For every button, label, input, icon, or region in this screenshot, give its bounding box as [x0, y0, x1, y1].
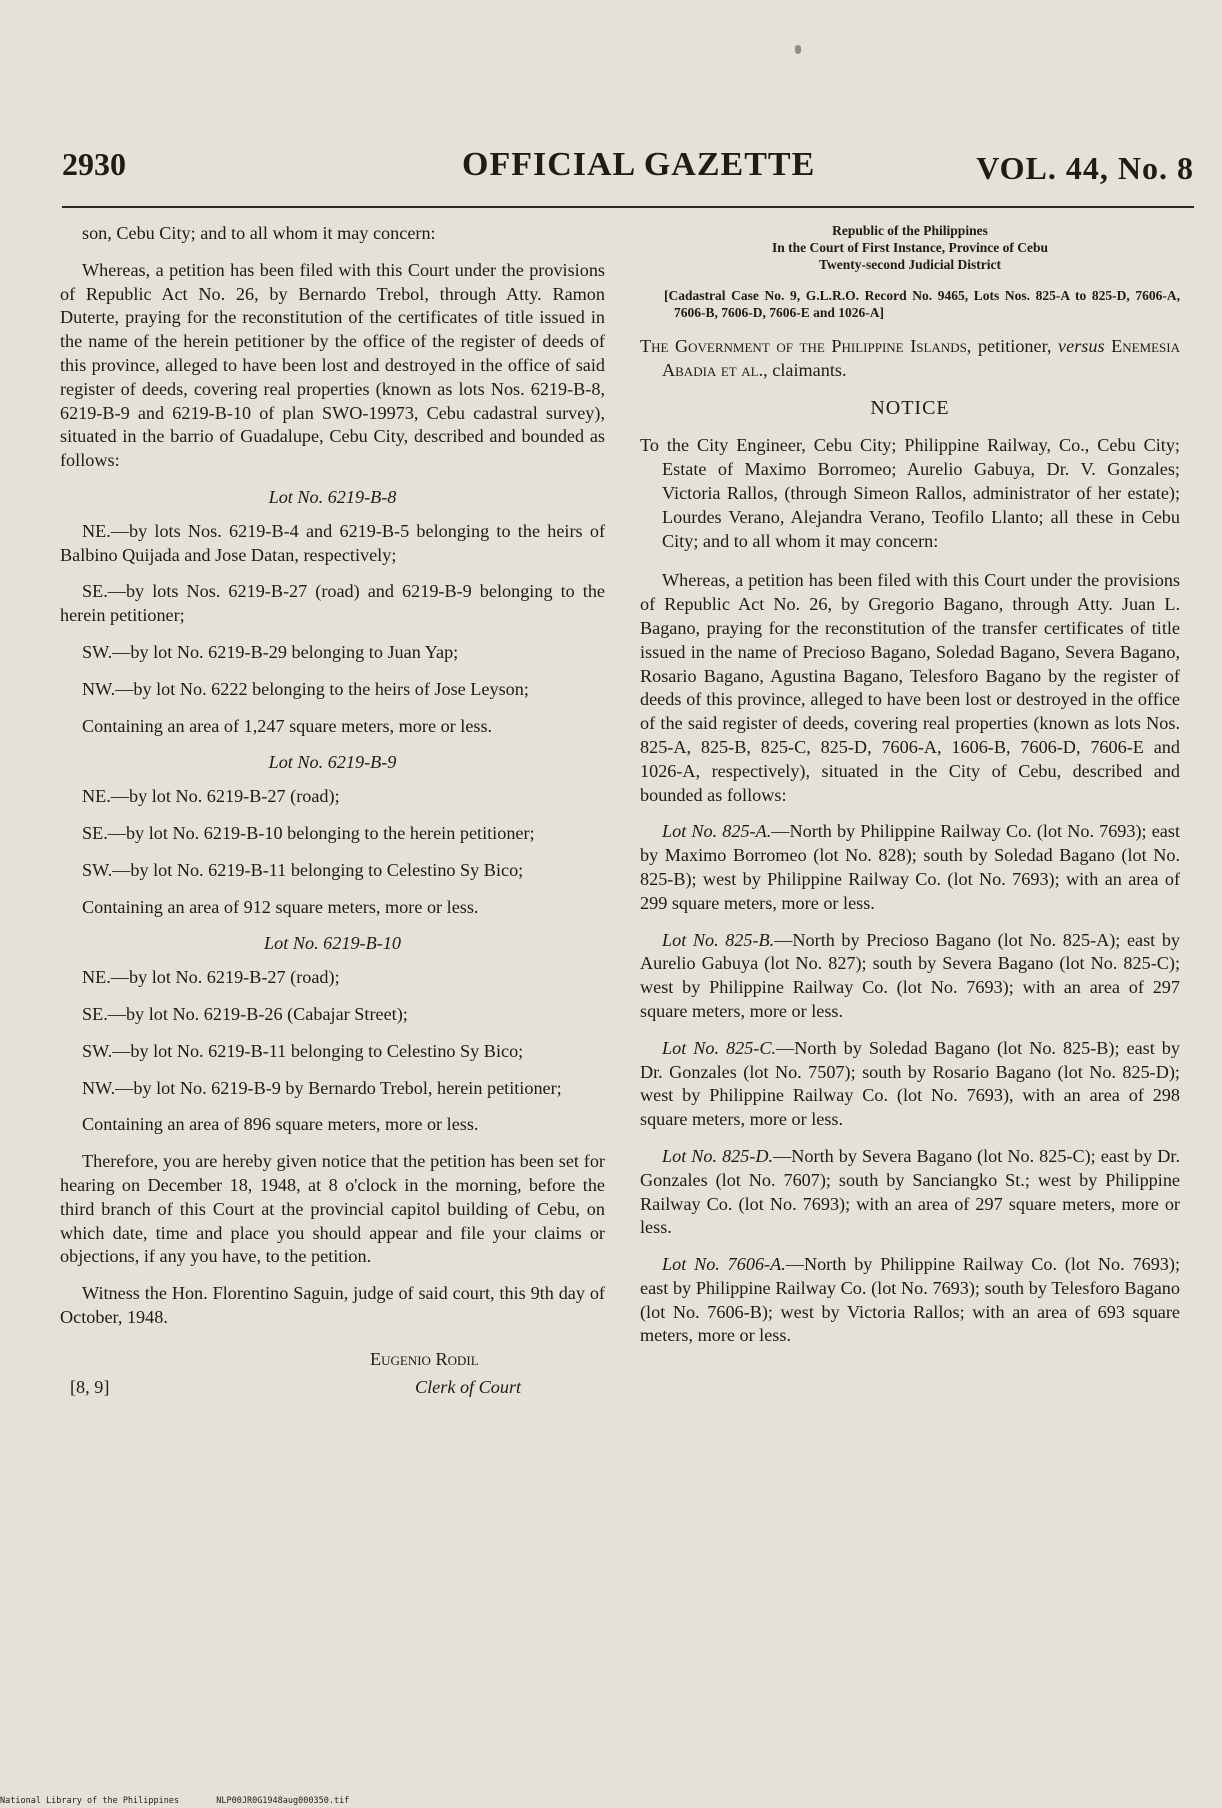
addressees-paragraph: To the City Engineer, Cebu City; Philippine Railway, Co., Cebu City; Estate of Maximo Borromeo; Aurelio Gabuya, Dr. V. Gonzales; Victoria Rallos, (through Simeon Rallos, administrator of her estate); Lourdes Verano, Alejandra Verano, Teofilo Llanto; all these in Cebu City; and to all whom it may concern: [640, 435, 1180, 551]
signer-name: Eugenio Rodil [370, 1348, 479, 1369]
boundary-line: SW.—by lot No. 6219-B-11 belonging to Celestino Sy Bico; [82, 1040, 524, 1061]
lot-description: —North by Philippine Railway Co. (lot No. 7693); east by Maximo Borromeo (lot No. 828); south by Soledad Bagano (lot No. 825-B); west by Philippine Railway Co. (lot No. 7693); with an area of 299 square meters, more or less. [640, 821, 1180, 913]
versus-label: versus [1058, 336, 1105, 356]
file-name: NLP00JR0G1948aug000350.tif [216, 1796, 350, 1806]
lot-title: Lot No. 825-D. [662, 1145, 774, 1166]
area-line: Containing an area of 1,247 square meters, more or less. [82, 715, 493, 736]
boundary-line: SW.—by lot No. 6219-B-11 belonging to Celestino Sy Bico; [82, 859, 524, 880]
boundary-line: SE.—by lot No. 6219-B-10 belonging to the herein petitioner; [82, 822, 535, 843]
boundary-line: SE.—by lot No. 6219-B-26 (Cabajar Street); [82, 1003, 408, 1024]
witness-paragraph: Witness the Hon. Florentino Saguin, judge of said court, this 9th day of October, 1948. [60, 1283, 605, 1327]
lot-title: Lot No. 7606-A. [662, 1254, 786, 1275]
lot-paragraph [640, 929, 1180, 1024]
boundary-line: NE.—by lot No. 6219-B-27 (road); [82, 967, 340, 988]
boundary-line: SW.—by lot No. 6219-B-29 belonging to Juan Yap; [82, 641, 459, 662]
lot-description: —North by Philippine Railway Co. (lot No. 7693); east by Philippine Railway Co. (lot No. 7693); south by Telesforo Bagano (lot No. 7606-B); west by Victoria Rallos; with an area of 693 square meters, more or less. [640, 1254, 1180, 1346]
case-caption: [Cadastral Case No. 9, G.L.R.O. Record No. 9465, Lots Nos. 825-A to 825-D, 7606-A, 7606-B, 7606-D, 7606-E and 1026-A] [664, 288, 1180, 320]
lot-heading: Lot No. 6219-B-8 [268, 486, 397, 507]
court-line: Republic of the Philippines [832, 223, 988, 238]
left-column [60, 222, 605, 1408]
intro-paragraph: son, Cebu City; and to all whom it may concern: [82, 223, 436, 243]
lot-paragraph [640, 820, 1180, 915]
signature-block [60, 1348, 605, 1408]
court-caption [640, 222, 1180, 273]
lot-description: —North by Severa Bagano (lot No. 825-C); east by Dr. Gonzales (lot No. 7607); south by Sanciangko St.; west by Philippine Railway Co. (lot No. 7693); with an area of 297 square meters, more or less. [640, 1145, 1180, 1238]
scan-speck [795, 45, 801, 54]
lot-heading: Lot No. 6219-B-10 [264, 933, 401, 954]
right-column [640, 222, 1180, 1361]
claimant-name: Enemesia Abadia et al., [662, 336, 1180, 380]
whereas-paragraph: Whereas, a petition has been filed with this Court under the provisions of Republic Act No. 26, by Gregorio Bagano, through Atty. Juan L. Bagano, praying for the reconstitution of the transfer certificates of title issued in the name of Precioso Bagano, Soledad Bagano, Severa Bagano, Rosario Bagano, Agustina Bagano, Telesforo Bagano by the register of deeds of this province, alleged to have been lost or destroyed in the office of the said register of deeds, covering real properties (known as lots Nos. 825-A, 825-B, 825-C, 825-D, 7606-A, 1606-B, 7606-D, 7606-E and 1026-A, respectively), situated in the City of Cebu, described and bounded as follows: [640, 570, 1180, 805]
lot-title: Lot No. 825-A. [662, 821, 772, 842]
lot-description: —North by Soledad Bagano (lot No. 825-B); east by Dr. Gonzales (lot No. 7507); south by Rosario Bagano (lot No. 825-D); west by Philippine Railway Co. (lot No. 7693), with an area of 298 square meters, more or less. [640, 1037, 1180, 1130]
parties-caption [640, 335, 1180, 383]
area-line: Containing an area of 896 square meters, more or less. [82, 1114, 479, 1135]
court-line: In the Court of First Instance, Province of Cebu [771, 240, 1049, 255]
lot-paragraph [640, 1037, 1180, 1132]
petitioner-label: petitioner, [971, 336, 1059, 356]
claimant-label: claimants. [767, 359, 847, 380]
lot-heading: Lot No. 6219-B-9 [268, 752, 397, 773]
header-rule [62, 206, 1194, 208]
notice-heading: NOTICE [870, 396, 950, 419]
lot-title: Lot No. 825-B. [662, 929, 775, 950]
therefore-paragraph: Therefore, you are hereby given notice that the petition has been set for hearing on December 18, 1948, at 8 o'clock in the morning, before the third branch of this Court at the provincial capitol building of Cebu, on which date, time and place you should appear and file your claims or objections, if any you have, to the petition. [60, 1151, 605, 1267]
petitioner-name: The Government of the Philippine Islands, [640, 336, 972, 356]
lot-title: Lot No. 825-C. [662, 1037, 777, 1058]
boundary-line: NE.—by lots Nos. 6219-B-4 and 6219-B-5 belonging to the heirs of Balbino Quijada and Jose Datan, respectively; [60, 520, 605, 565]
page-number: 2930 [62, 146, 126, 182]
lot-paragraph [640, 1253, 1180, 1348]
library-credit: National Library of the Philippines [0, 1796, 180, 1806]
whereas-paragraph: Whereas, a petition has been filed with this Court under the provisions of Republic Act No. 26, by Bernardo Trebol, through Atty. Ramon Duterte, praying for the reconstitution of the certificates of title issued in the name of the herein petitioner by the office of the register of deeds of this province, alleged to have been lost and destroyed in the office of said register of deeds, covering real properties (known as lots Nos. 6219-B-8, 6219-B-9 and 6219-B-10 of plan SWO-19973, Cebu cadastral survey), situated in the barrio of Guadalupe, Cebu City, described and bounded as follows: [60, 259, 605, 471]
volume-label: VOL. 44, No. 8 [976, 150, 1194, 186]
lot-paragraph [640, 1145, 1180, 1240]
boundary-line: SE.—by lots Nos. 6219-B-27 (road) and 6219-B-9 belonging to the herein petitioner; [60, 581, 605, 626]
scan-footer [0, 1796, 381, 1806]
boundary-line: NE.—by lot No. 6219-B-27 (road); [82, 786, 340, 807]
area-line: Containing an area of 912 square meters, more or less. [82, 896, 479, 917]
page-title: OFFICIAL GAZETTE [462, 146, 816, 183]
boundary-line: NW.—by lot No. 6222 belonging to the heirs of Jose Leyson; [82, 678, 529, 699]
issue-reference: [8, 9] [70, 1376, 110, 1397]
court-line: Twenty-second Judicial District [819, 257, 1001, 272]
lot-description: —North by Precioso Bagano (lot No. 825-A); east by Aurelio Gabuya (lot No. 827); south by Severa Bagano (lot No. 825-C); west by Philippine Railway Co. (lot No. 7693); with an area of 297 square meters, more or less. [640, 929, 1181, 1021]
signer-title: Clerk of Court [415, 1376, 522, 1397]
boundary-line: NW.—by lot No. 6219-B-9 by Bernardo Trebol, herein petitioner; [82, 1077, 562, 1098]
